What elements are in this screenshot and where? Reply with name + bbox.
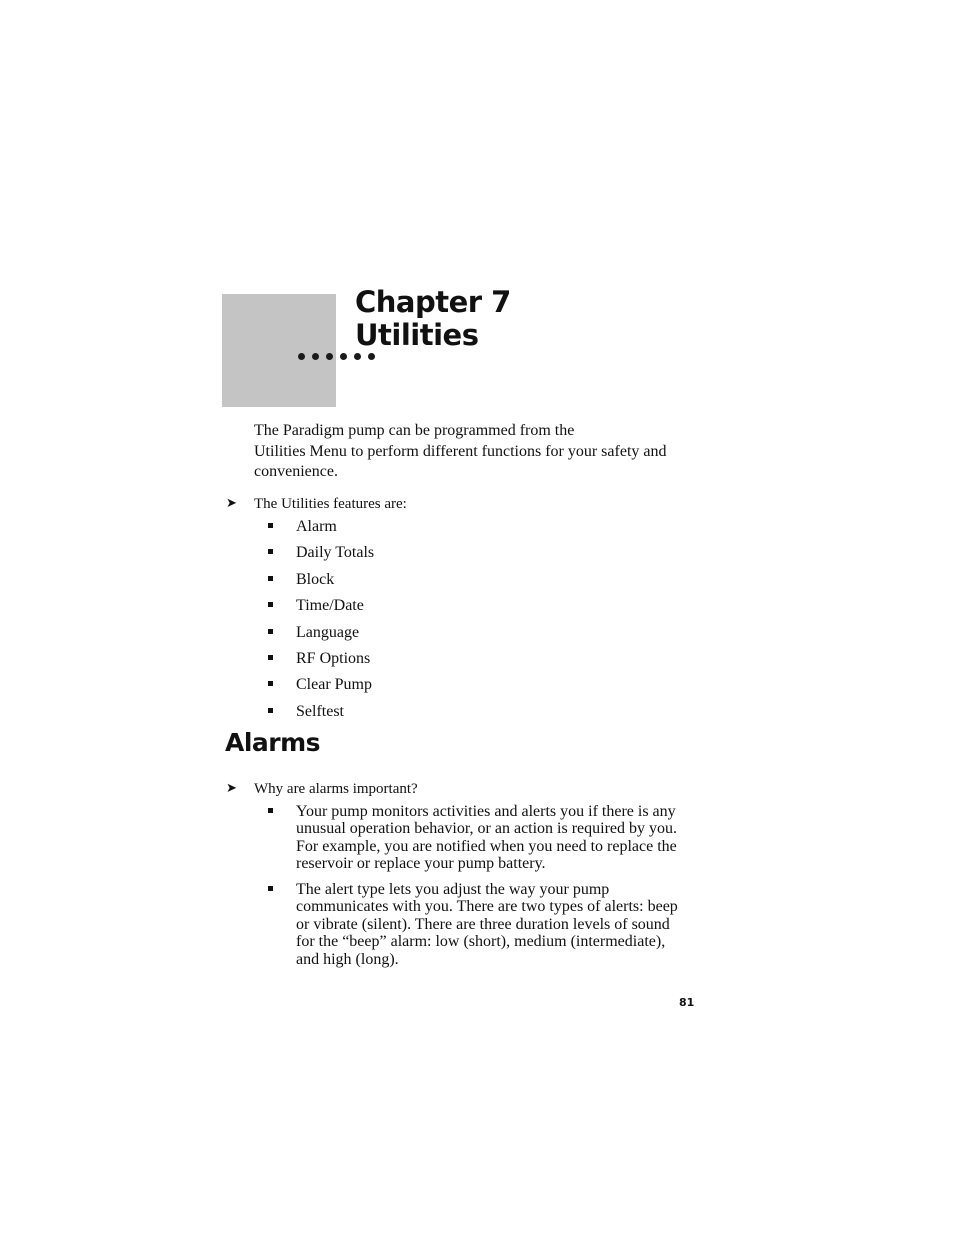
chapter-graphic-block [222,294,336,407]
dot-icon [326,353,333,360]
paragraph-line: The alert type lets you adjust the way your pump [296,881,610,898]
square-bullet-icon [268,681,273,686]
alarm-paragraph [296,881,726,968]
dot-icon [354,353,361,360]
list-item-label: Block [296,570,335,588]
paragraph-line: for the “beep” alarm: low (short), medium (intermediate), [296,933,666,951]
square-bullet-icon [268,886,273,891]
intro-line: Utilities Menu to perform different functions for your safety and [254,442,667,460]
alarm-paragraph [296,803,726,873]
list-item-label: Selftest [296,702,344,720]
square-bullet-icon [268,602,273,607]
paragraph-line: For example, you are notified when you need to replace the [296,837,677,855]
square-bullet-icon [268,808,273,813]
list-item-label: Daily Totals [296,544,375,562]
dot-icon [298,353,305,360]
list-item-label: Language [296,623,360,641]
square-bullet-icon [268,655,273,660]
dot-icon [312,353,319,360]
dot-icon [368,353,375,360]
dot-row-icon [298,353,375,367]
square-bullet-icon [268,708,273,713]
list-item-label: RF Options [296,649,371,667]
paragraph-line: reservoir or replace your pump battery. [296,855,546,873]
intro-paragraph [254,421,724,483]
paragraph-line: unusual operation behavior, or an action is required by you. [296,820,678,838]
list-item-label: Time/Date [296,597,364,615]
intro-line: The Paradigm pump can be programmed from the [254,422,575,439]
paragraph-line: or vibrate (silent). There are three duration levels of sound [296,915,670,933]
paragraph-line: Your pump monitors activities and alerts you if there is any [296,803,676,820]
page-number: 81 [679,996,695,1009]
dot-icon [340,353,347,360]
arrow-bullet-icon: ➤ [226,496,237,511]
paragraph-line: communicates with you. There are two types of alerts: beep [296,898,678,916]
features-lead-text: The Utilities features are: [254,496,407,512]
square-bullet-icon [268,523,273,528]
chapter-name: Utilities [355,318,479,352]
section-heading-alarms: Alarms [225,728,321,757]
intro-line: convenience. [254,463,338,480]
arrow-bullet-icon: ➤ [226,781,237,796]
chapter-title [355,286,511,352]
list-item-label: Clear Pump [296,676,372,694]
list-item-label: Alarm [296,518,337,535]
alarms-lead-text: Why are alarms important? [254,781,418,797]
square-bullet-icon [268,629,273,634]
square-bullet-icon [268,549,273,554]
chapter-number: Chapter 7 [355,285,511,319]
paragraph-line: and high (long). [296,950,399,968]
square-bullet-icon [268,576,273,581]
